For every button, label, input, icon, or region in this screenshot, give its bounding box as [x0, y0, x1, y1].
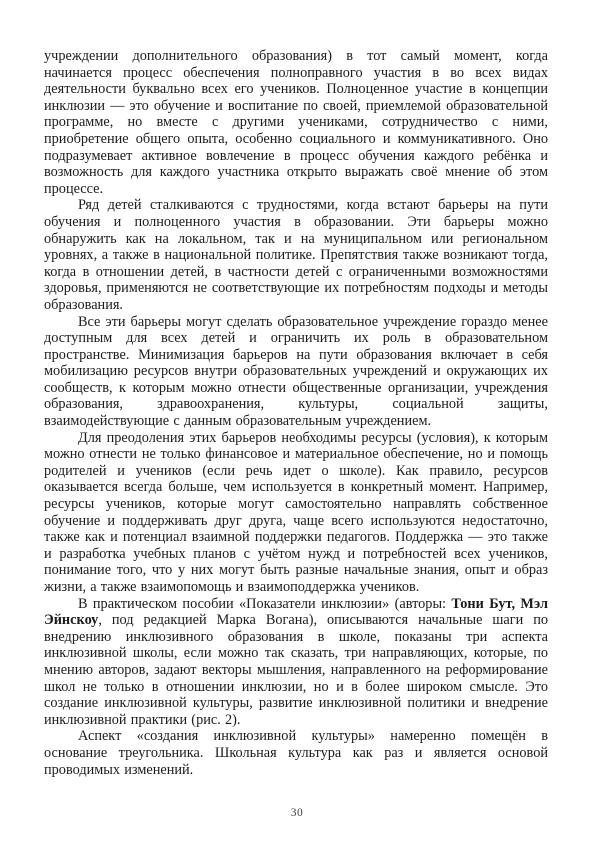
paragraph-barriers-effects: Все эти барьеры могут сделать образовательное учреждение гораздо менее доступным для всех детей и ограничить их роль в образовательном пространстве. Минимизация барьеров на пути образования включает в себя мобилизацию ресурсов внутри образовательных учреждений и окружающих их сообществ, к которым можно отнести общественные организации, учреждения образования, здравоохранения, культуры, социальной защиты, взаимодействующие с данным образовательным учреждением. — [44, 313, 548, 430]
page-body — [44, 48, 548, 778]
page-number: 30 — [290, 807, 304, 819]
paragraph-continuation: учреждении дополнительного образования) в тот самый момент, когда начинается процесс обеспечения полноправного участия в во всех видах деятельности буквально всех его учеников. Полноценное участие в концепции инклюзии — это обучение и воспитание по своей, приемлемой образовательной программе, но вместе с другими учениками, сотрудничество с ними, приобретение общего опыта, особенно социального и коммуникативного. Оно подразумевает активное вовлечение в процесс обучения каждого ребёнка и возможность для каждого участника открыто выражать своё мнение об этом процессе. — [44, 48, 548, 197]
paragraph-segment: В практическом пособии «Показатели инклюзии» (авторы: — [78, 595, 452, 612]
paragraph-barriers-intro: Ряд детей сталкиваются с трудностями, когда встают барьеры на пути обучения и полноценного участия в образовании. Эти барьеры можно обнаружить как на локальном, так и на муниципальном или региональном уровнях, а также в национальной политике. Препятствия также возникают тогда, когда в отношении детей, в частности детей с ограниченными возможностями здоровья, применяются не соответствующие их потребностям подходы и методы образования. — [44, 197, 548, 313]
paragraph-resources: Для преодоления этих барьеров необходимы ресурсы (условия), к которым можно отнести не только финансовое и материальное обеспечение, но и помощь родителей и учеников (если речь идет о школе). Как правило, ресурсов оказывается всегда больше, чем используется в конкретный момент. Например, ресурсы учеников, которые могут самостоятельно направлять собственное обучение и поддерживать друг друга, чаще всего используются недостаточно, также как и потенциал взаимной поддержки педагогов. Поддержка — это также и разработка учебных планов с учётом нужд и потребностей всех учеников, понимание того, что у них могут быть разные начальные знания, опыт и образ жизни, а также взаимопомощь и взаимоподдержка учеников. — [44, 429, 548, 595]
paragraph-culture-aspect: Аспект «создания инклюзивной культуры» намеренно помещён в основание треугольника. Школьная культура как раз и является основой проводимых изменений. — [44, 728, 548, 778]
authors-bold-text: Тони Бут, Мэл Эйнскоу — [44, 595, 548, 629]
paragraph-segment: , под редакцией Марка Вогана), описываются начальные шаги по внедрению инклюзивного образования в школе, показаны три аспекта инклюзивной школы, если можно так сказать, три направляющих, которые, по мнению авторов, задают векторы мышления, направленного на реформирование школ не только в отношении инклюзии, но и в более широком смысле. Это создание инклюзивной культуры, развитие инклюзивной политики и внедрение инклюзивной практики (рис. 2). — [44, 612, 548, 728]
paragraph-index-of-inclusion — [44, 596, 548, 729]
